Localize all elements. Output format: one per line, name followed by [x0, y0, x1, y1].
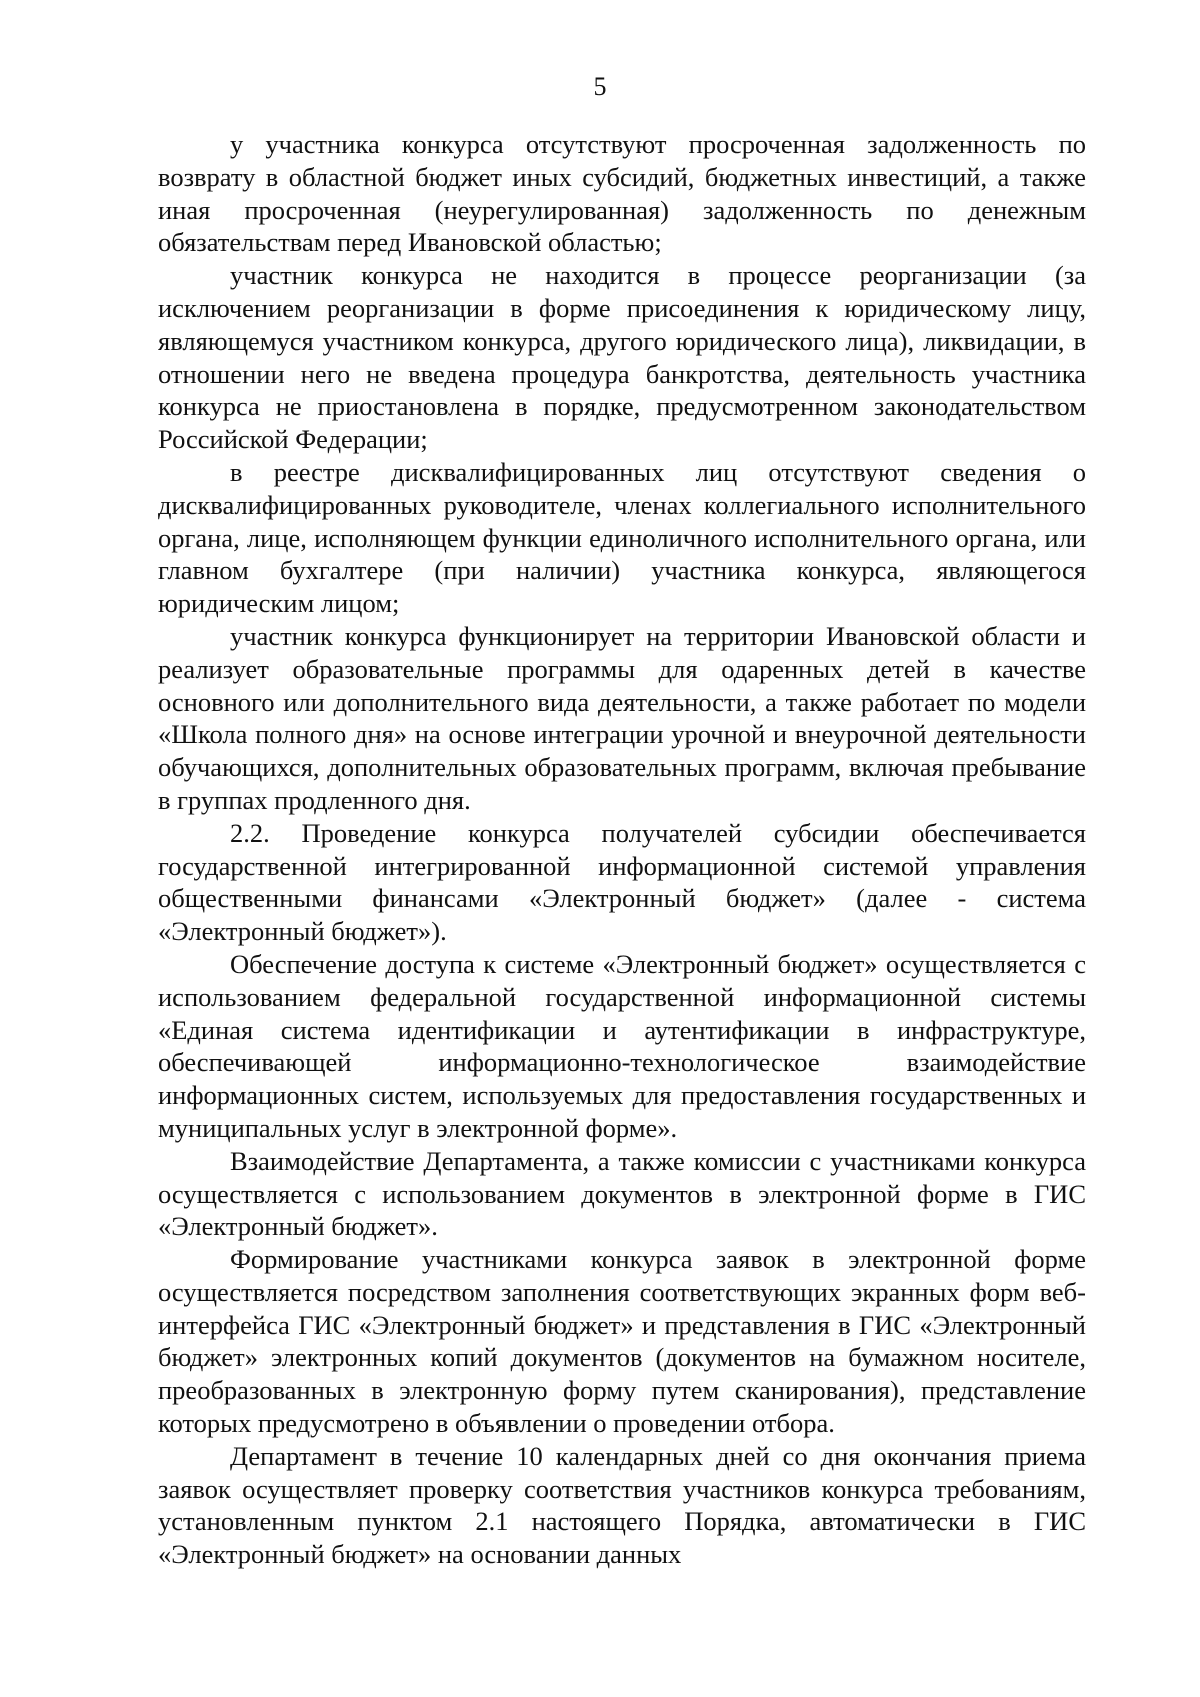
document-body — [158, 128, 1086, 1571]
paragraph: Обеспечение доступа к системе «Электронный бюджет» осуществляется с использованием федеральной государственной информационной системы «Единая система идентификации и аутентификации в инфраструктуре, обеспечивающей информационно-технологическое взаимодействие информационных систем, используемых для предоставления государственных и муниципальных услуг в электронной форме». — [158, 948, 1086, 1143]
paragraph: участник конкурса функционирует на территории Ивановской области и реализует образовательные программы для одаренных детей в качестве основного или дополнительного вида деятельности, а также работает по модели «Школа полного дня» на основе интеграции урочной и внеурочной деятельности обучающихся, дополнительных образовательных программ, включая пребывание в группах продленного дня. — [158, 620, 1086, 815]
paragraph: Взаимодействие Департамента, а также комиссии с участниками конкурса осуществляется с использованием документов в электронной форме в ГИС «Электронный бюджет». — [158, 1145, 1086, 1242]
paragraph: у участника конкурса отсутствуют просроченная задолженность по возврату в областной бюджет иных субсидий, бюджетных инвестиций, а также иная просроченная (неурегулированная) задолженность по денежным обязательствам перед Ивановской областью; — [158, 129, 1086, 258]
paragraph: Департамент в течение 10 календарных дней со дня окончания приема заявок осуществляет проверку соответствия участников конкурса требованиям, установленным пунктом 2.1 настоящего Порядка, автоматически в ГИС «Электронный бюджет» на основании данных — [158, 1440, 1086, 1570]
paragraph: участник конкурса не находится в процессе реорганизации (за исключением реорганизации в форме присоединения к юридическому лицу, являющемуся участником конкурса, другого юридического лица), ликвидации, в отношении него не введена процедура банкротства, деятельность участника конкурса не приостановлена в порядке, предусмотренном законодательством Российской Федерации; — [158, 260, 1086, 455]
page-number: 5 — [593, 72, 607, 101]
paragraph: 2.2. Проведение конкурса получателей субсидии обеспечивается государственной интегрированной информационной системой управления общественными финансами «Электронный бюджет» (далее - система «Электронный бюджет»). — [158, 817, 1086, 947]
paragraph: в реестре дисквалифицированных лиц отсутствуют сведения о дисквалифицированных руководителе, членах коллегиального исполнительного органа, лице, исполняющем функции единоличного исполнительного органа, или главном бухгалтере (при наличии) участника конкурса, являющегося юридическим лицом; — [158, 456, 1086, 619]
paragraph: Формирование участниками конкурса заявок в электронной форме осуществляется посредством заполнения соответствующих экранных форм веб-интерфейса ГИС «Электронный бюджет» и представления в ГИС «Электронный бюджет» электронных копий документов (документов на бумажном носителе, преобразованных в электронную форму путем сканирования), представление которых предусмотрено в объявлении о проведении отбора. — [158, 1244, 1086, 1439]
